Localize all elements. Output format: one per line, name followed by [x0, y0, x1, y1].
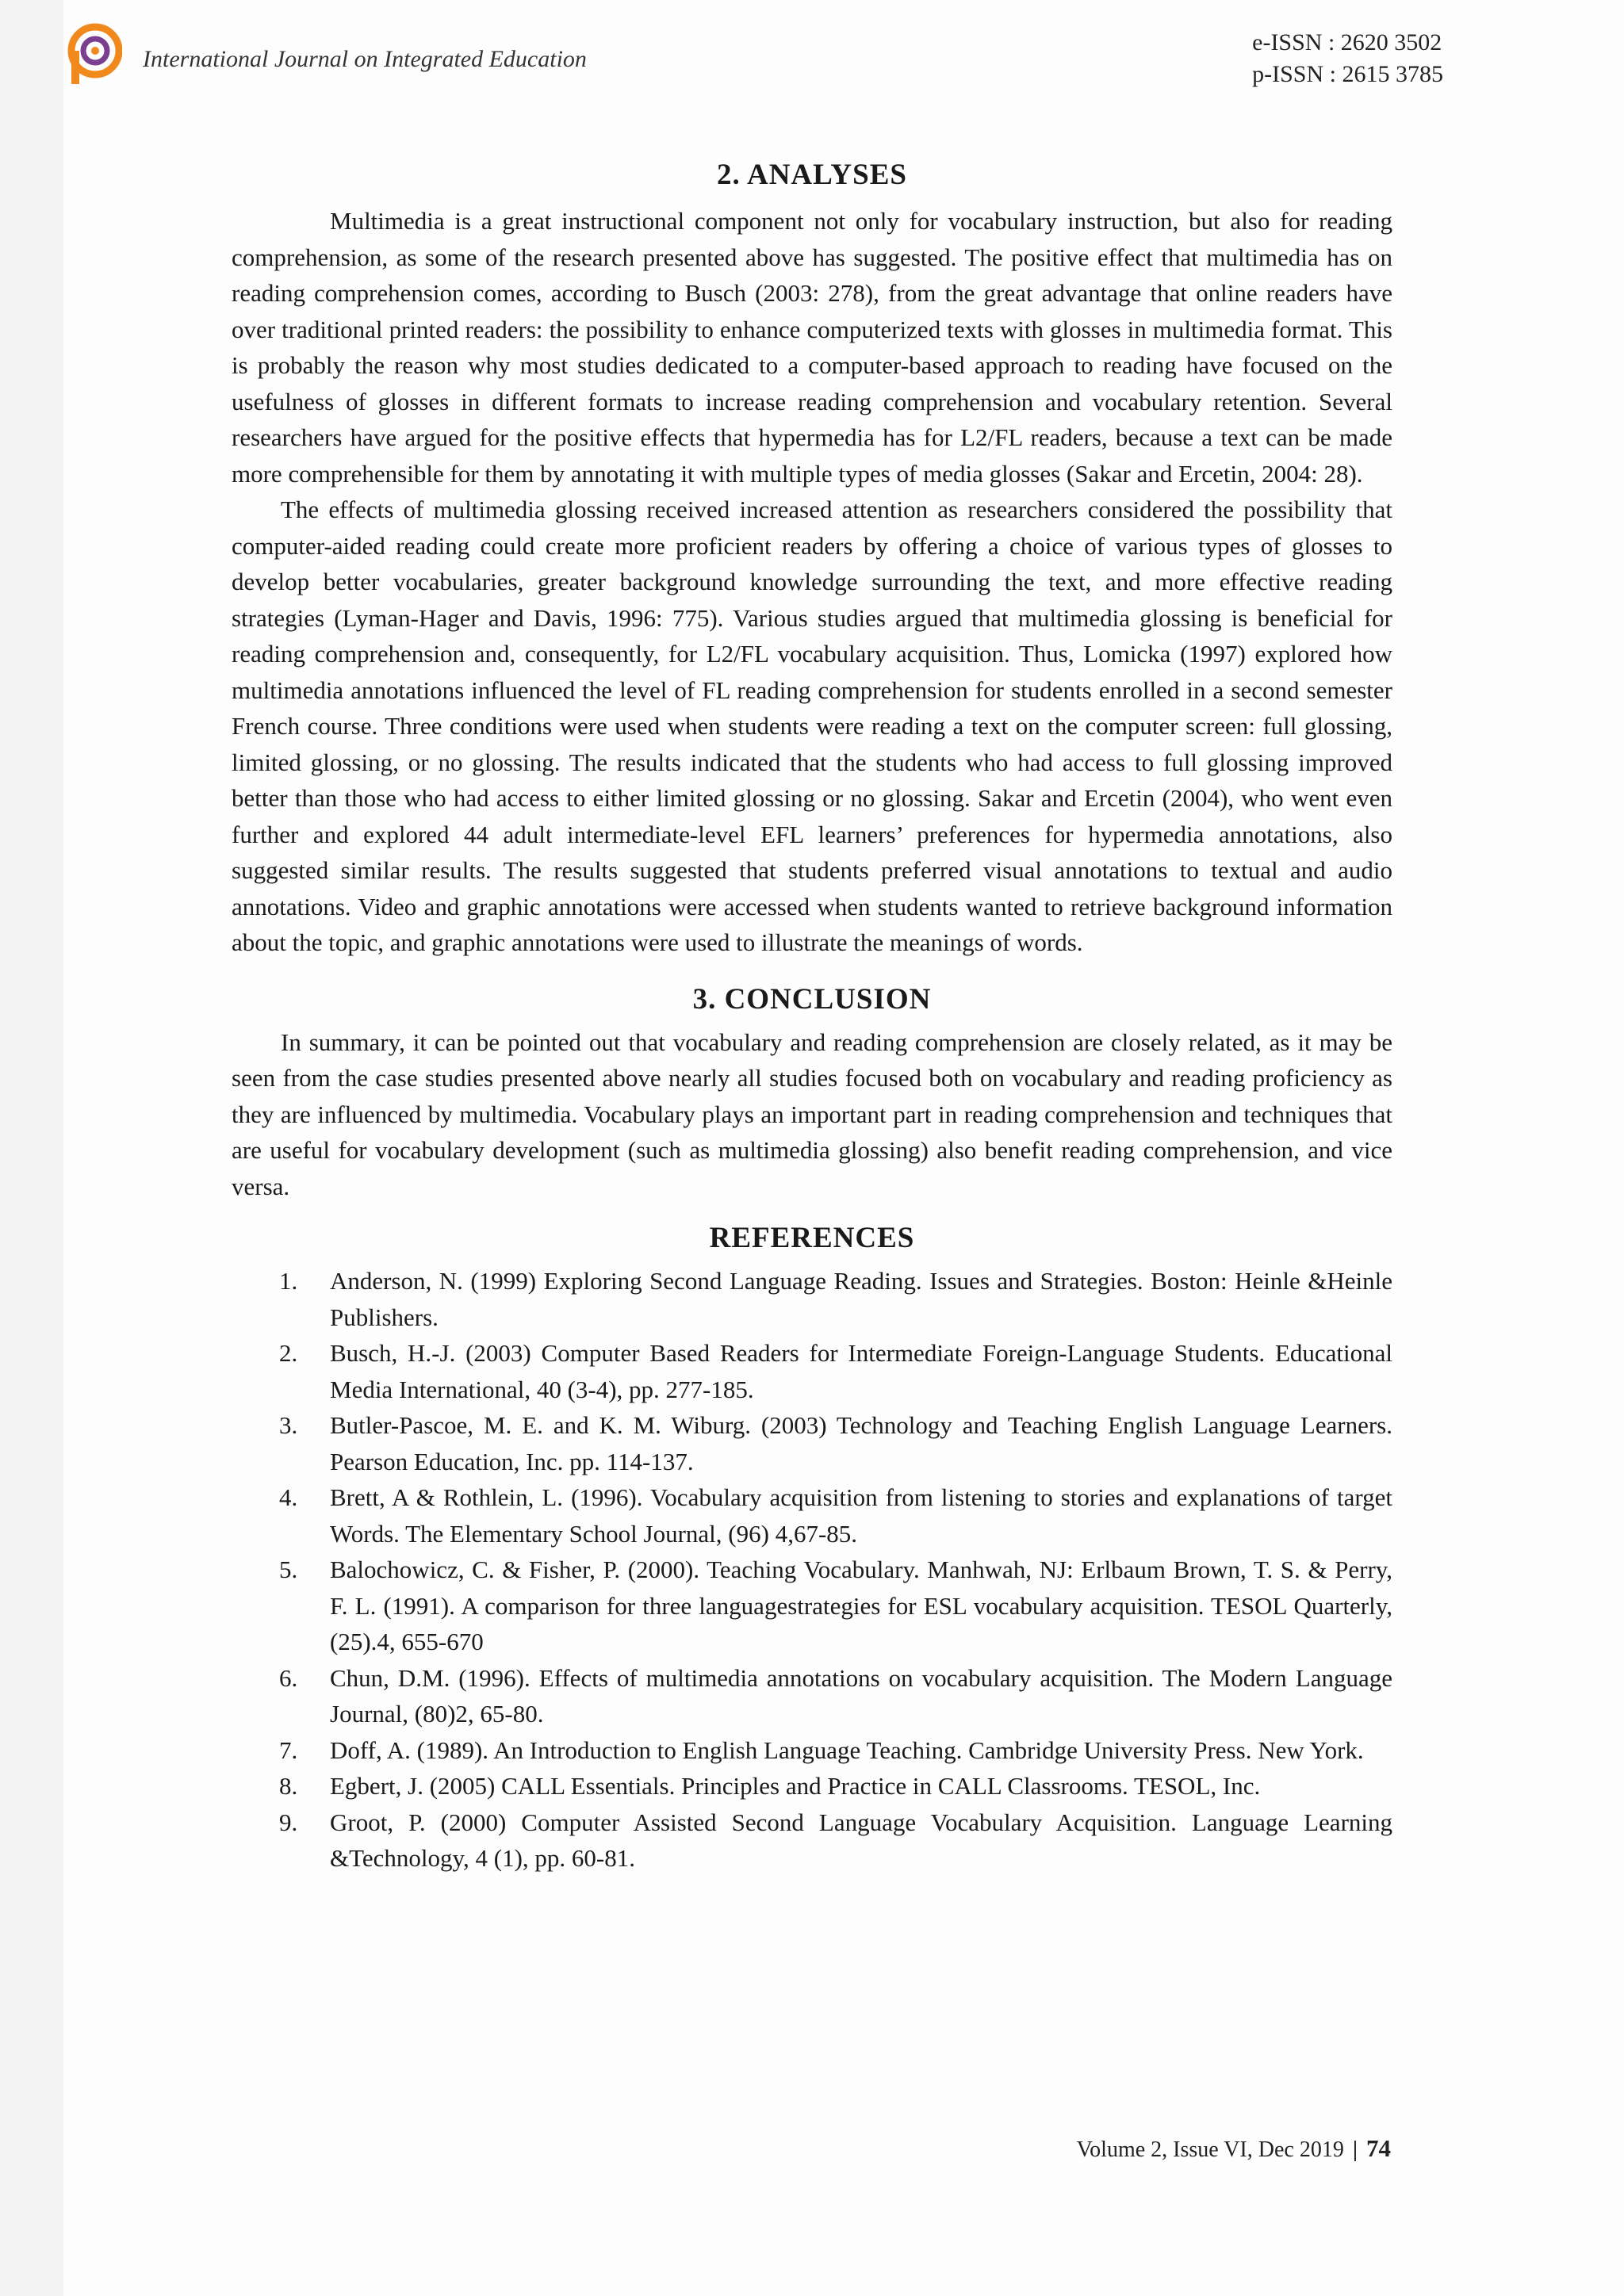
reference-number: 8. — [279, 1772, 298, 1800]
reference-number: 7. — [279, 1735, 298, 1764]
reference-item — [232, 1660, 1392, 1732]
eissn: e-ISSN : 2620 3502 — [1252, 29, 1442, 55]
reference-number: 3. — [279, 1411, 298, 1439]
reference-list — [232, 1263, 1392, 1877]
reference-number: 6. — [279, 1663, 298, 1692]
reference-text: Butler-Pascoe, M. E. and K. M. Wiburg. (2003) Technology and Teaching English Language Learners. Pearson Education, Inc. pp. 114-137. — [330, 1411, 1392, 1475]
analyses-paragraph-1: Multimedia is a great instructional component not only for vocabulary instruction, but also for reading comprehension, as some of the research presented above has suggested. The positive effect that multimedia has on reading comprehension comes, according to Busch (2003: 278), from the great advantage that online readers have over traditional printed readers: the possibility to enhance computerized texts with glosses in multimedia format. This is probably the reason why most studies dedicated to a computer-based approach to reading have focused on the usefulness of glosses in different formats to increase reading comprehension and vocabulary retention. Several researchers have argued for the positive effects that hypermedia has for L2/FL readers, because a text can be made more comprehensible for them by annotating it with multiple types of media glosses (Sakar and Ercetin, 2004: 28). — [232, 207, 1392, 488]
reference-text: Egbert, J. (2005) CALL Essentials. Principles and Practice in CALL Classrooms. TESOL, Inc. — [330, 1772, 1261, 1800]
page-footer — [1077, 2134, 1391, 2163]
reference-text: Chun, D.M. (1996). Effects of multimedia annotations on vocabulary acquisition. The Modern Language Journal, (80)2, 65-80. — [330, 1663, 1392, 1728]
reference-item — [232, 1804, 1392, 1877]
reference-number: 5. — [279, 1556, 298, 1583]
page-margin-shade — [0, 0, 63, 2296]
analyses-paragraph-2: The effects of multimedia glossing received increased attention as researchers considered the possibility that computer-aided reading could create more proficient readers by offering a choice of various types of glosses to develop better vocabularies, greater background knowledge surrounding the text, and more effective reading strategies (Lyman-Hager and Davis, 1996: 775). Various studies argued that multimedia glossing is beneficial for reading comprehension and, consequently, for L2/FL vocabulary acquisition. Thus, Lomicka (1997) explored how multimedia annotations influenced the level of FL reading comprehension for students enrolled in a second semester French course. Three conditions were used when students were reading a text on the computer screen: full glossing, limited glossing, or no glossing. The results indicated that the students who had access to full glossing improved better than those who had access to either limited glossing or no glossing. Sakar and Ercetin (2004), who went even further and explored 44 adult intermediate-level EFL learners’ preferences for hypermedia annotations, also suggested similar results. The results suggested that students preferred visual annotations to textual and audio annotations. Video and graphic annotations were accessed when students wanted to retrieve background information about the topic, and graphic annotations were used to illustrate the meanings of words. — [232, 496, 1392, 956]
reference-item — [232, 1335, 1392, 1407]
section-heading-references: REFERENCES — [709, 1222, 915, 1254]
reference-item — [232, 1552, 1392, 1660]
section-analyses — [232, 157, 1392, 961]
page-header — [63, 21, 1570, 100]
reference-text: Groot, P. (2000) Computer Assisted Second Language Vocabulary Acquisition. Language Learning &Technology, 4 (1), pp. 60-81. — [330, 1808, 1392, 1872]
reference-text: Brett, A & Rothlein, L. (1996). Vocabulary acquisition from listening to stories and explanations of target Words. The Elementary School Journal, (96) 4,67-85. — [330, 1483, 1392, 1548]
reference-number: 2. — [279, 1339, 298, 1367]
reference-text: Busch, H.-J. (2003) Computer Based Readers for Intermediate Foreign-Language Students. Educational Media International, 40 (3-4), pp. 277-185. — [330, 1339, 1392, 1403]
reference-text: Anderson, N. (1999) Exploring Second Language Reading. Issues and Strategies. Boston: Heinle &Heinle Publishers. — [330, 1267, 1392, 1331]
article-body — [232, 157, 1392, 1877]
section-heading-conclusion: 3. CONCLUSION — [692, 982, 932, 1016]
conclusion-paragraph: In summary, it can be pointed out that vocabulary and reading comprehension are closely related, as it may be seen from the case studies presented above nearly all studies focused both on vocabulary and reading proficiency as they are influenced by multimedia. Vocabulary plays an important part in reading comprehension and techniques that are useful for vocabulary development (such as multimedia glossing) also benefit reading comprehension, and vice versa. — [232, 1027, 1392, 1200]
journal-logo-icon — [65, 22, 122, 86]
footer-separator: | — [1352, 2137, 1358, 2162]
reference-item — [232, 1732, 1392, 1769]
section-heading-analyses: 2. ANALYSES — [717, 159, 907, 191]
reference-text: Doff, A. (1989). An Introduction to English Language Teaching. Cambridge University Press. New York. — [330, 1735, 1364, 1764]
volume-issue: Volume 2, Issue VI, Dec 2019 — [1076, 2137, 1344, 2162]
reference-item — [232, 1768, 1392, 1804]
reference-number: 9. — [279, 1808, 298, 1836]
reference-item — [232, 1407, 1392, 1479]
journal-name: International Journal on Integrated Education — [143, 46, 587, 72]
issn-block — [1252, 27, 1443, 90]
reference-text: Balochowicz, C. & Fisher, P. (2000). Teaching Vocabulary. Manhwah, NJ: Erlbaum Brown, T. S. & Perry, F. L. (1991). A comparison for three languagestrategies for ESL vocabulary acquisition. TESOL Quarterly, (25).4, 655-670 — [330, 1556, 1392, 1655]
reference-number: 4. — [279, 1483, 298, 1511]
page-number: 74 — [1366, 2134, 1391, 2162]
pissn: p-ISSN : 2615 3785 — [1252, 61, 1443, 87]
reference-item — [232, 1263, 1392, 1335]
reference-number: 1. — [279, 1267, 298, 1295]
reference-item — [232, 1479, 1392, 1552]
section-references — [232, 1220, 1392, 1877]
section-conclusion — [232, 982, 1392, 1205]
